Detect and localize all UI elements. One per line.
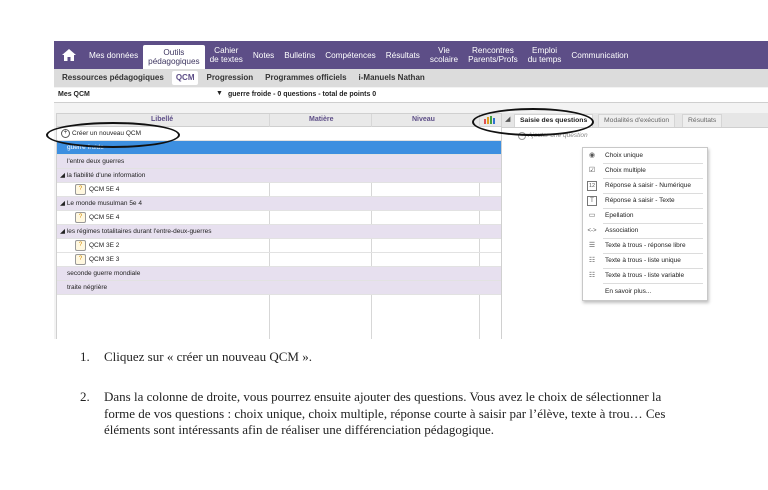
- row-label: QCM 5E 4: [89, 186, 120, 193]
- top-nav: [54, 41, 768, 69]
- dropdown-arrow-icon[interactable]: ▼: [216, 90, 223, 97]
- filter-bar: [54, 88, 768, 103]
- row-label: guerre froide: [67, 144, 104, 151]
- nav-communication[interactable]: Communication: [571, 50, 629, 60]
- cloze-variable-icon: ☷: [588, 272, 596, 279]
- row-label: traite négrière: [67, 284, 108, 291]
- qcm-icon: ?: [75, 240, 86, 251]
- expand-triangle-icon: ◢: [60, 200, 67, 207]
- menu-item-label: Texte à trous - réponse libre: [605, 242, 686, 249]
- home-icon: [61, 48, 77, 62]
- table-row[interactable]: [57, 211, 501, 225]
- col-niveau[interactable]: Niveau: [412, 116, 435, 123]
- checkbox-icon: ☑: [588, 167, 596, 174]
- tab-saisie-questions[interactable]: Saisie des questions: [514, 114, 593, 127]
- spelling-icon: ▭: [588, 212, 596, 219]
- row-label: Le monde musulman 5e 4: [66, 200, 142, 207]
- screenshot: [54, 41, 768, 339]
- sub-nav: [54, 69, 768, 87]
- filter-label: Mes QCM: [58, 91, 90, 98]
- plus-circle-icon: +: [518, 132, 526, 140]
- nav-outils-pedagogiques[interactable]: Outils pédagogiques: [143, 45, 204, 69]
- expand-triangle-icon: ◢: [60, 172, 67, 179]
- tab-modalites[interactable]: Modalités d'exécution: [598, 114, 675, 127]
- cloze-free-icon: ☰: [588, 242, 596, 249]
- menu-item-label: Réponse à saisir - Texte: [605, 197, 675, 204]
- row-label: la fiabilité d'une information: [66, 172, 146, 179]
- table-row[interactable]: [57, 267, 501, 281]
- menu-item-trous-liste-unique[interactable]: [583, 254, 707, 268]
- menu-item-label: Choix multiple: [605, 167, 646, 174]
- subnav-qcm[interactable]: QCM: [172, 71, 199, 85]
- text-field-icon: T: [587, 196, 597, 206]
- plus-circle-icon: +: [61, 129, 70, 138]
- menu-item-choix-unique[interactable]: [583, 149, 707, 163]
- row-label: QCM 3E 3: [89, 256, 120, 263]
- row-label: seconde guerre mondiale: [67, 270, 141, 277]
- nav-rencontres[interactable]: Rencontres Parents/Profs: [468, 46, 518, 64]
- col-matiere[interactable]: Matière: [309, 116, 334, 123]
- menu-item-reponse-numerique[interactable]: [583, 179, 707, 193]
- row-label: QCM 3E 2: [89, 242, 120, 249]
- annotation-oval: [472, 108, 594, 136]
- collapse-triangle-icon[interactable]: ◢: [505, 116, 511, 123]
- qcm-icon: ?: [75, 184, 86, 195]
- nav-resultats[interactable]: Résultats: [385, 50, 420, 60]
- subnav-progression[interactable]: Progression: [206, 73, 254, 82]
- subnav-ressources[interactable]: Ressources pédagogiques: [62, 73, 164, 82]
- table-row[interactable]: [57, 281, 501, 295]
- table-row[interactable]: [57, 239, 501, 253]
- radio-icon: ◉: [588, 152, 596, 159]
- menu-item-en-savoir-plus[interactable]: [583, 285, 707, 299]
- association-icon: <->: [587, 228, 597, 234]
- menu-item-label: Texte à trous - liste unique: [605, 257, 681, 264]
- menu-item-label: Epellation: [605, 212, 634, 219]
- home-button[interactable]: [54, 41, 84, 69]
- menu-item-label: Réponse à saisir - Numérique: [605, 182, 691, 189]
- nav-vie-scolaire[interactable]: Vie scolaire: [429, 46, 459, 64]
- table-row-group[interactable]: [57, 225, 501, 239]
- menu-item-reponse-texte[interactable]: [583, 194, 707, 208]
- qcm-icon: ?: [75, 212, 86, 223]
- instruction-number: 1.: [80, 349, 90, 364]
- table-row-group[interactable]: [57, 197, 501, 211]
- table-row[interactable]: [57, 183, 501, 197]
- row-label: les régimes totalitaires durant l'entre-deux-guerres: [66, 228, 212, 235]
- qcm-icon: ?: [75, 254, 86, 265]
- nav-cahier-de-textes[interactable]: Cahier de textes: [209, 46, 243, 64]
- row-label: QCM 5E 4: [89, 214, 120, 221]
- subnav-imanuels[interactable]: i-Manuels Nathan: [358, 73, 425, 82]
- menu-item-trous-liste-variable[interactable]: [583, 269, 707, 283]
- menu-item-label: En savoir plus...: [605, 288, 652, 295]
- subnav-programmes[interactable]: Programmes officiels: [265, 73, 347, 82]
- tab-resultats[interactable]: Résultats: [682, 114, 722, 127]
- nav-bulletins[interactable]: Bulletins: [284, 50, 316, 60]
- menu-item-choix-multiple[interactable]: [583, 164, 707, 178]
- instruction-text: Cliquez sur « créer un nouveau QCM ».: [104, 349, 312, 364]
- table-row-group[interactable]: [57, 169, 501, 183]
- table-row[interactable]: [57, 253, 501, 267]
- menu-item-label: Choix unique: [605, 152, 643, 159]
- menu-divider: [603, 283, 703, 284]
- numeric-field-icon: 12: [588, 183, 596, 189]
- row-label: l'entre deux guerres: [67, 158, 125, 165]
- nav-mes-donnees[interactable]: Mes données: [89, 50, 139, 60]
- col-libelle[interactable]: Libellé: [151, 116, 174, 123]
- menu-item-label: Association: [605, 227, 639, 234]
- instruction-text: Dans la colonne de droite, vous pourrez ensuite ajouter des questions. Vous avez le choix de sélectionner la forme de vos questions : choix unique, choix multiple, réponse courte à saisir par l’élève, texte à trou… Ces éléments sont intéressants afin de réaliser une différenciation pédagogique.: [104, 389, 666, 437]
- nav-competences[interactable]: Compétences: [325, 50, 376, 60]
- instruction-number: 2.: [80, 389, 90, 404]
- cloze-list-icon: ☷: [588, 257, 596, 264]
- table-row[interactable]: [57, 155, 501, 169]
- menu-item-label: Texte à trous - liste variable: [605, 272, 685, 279]
- menu-item-trous-libre[interactable]: [583, 239, 707, 253]
- nav-notes[interactable]: Notes: [252, 50, 275, 60]
- filter-select[interactable]: guerre froide - 0 questions - total de points 0: [228, 91, 377, 98]
- nav-emploi-du-temps[interactable]: Emploi du temps: [527, 46, 562, 64]
- add-question-label: Ajouter une question: [528, 132, 588, 139]
- menu-item-epellation[interactable]: [583, 209, 707, 223]
- annotation-oval: [46, 122, 180, 148]
- question-type-menu: [582, 147, 708, 301]
- create-qcm-label: Créer un nouveau QCM: [72, 130, 142, 137]
- expand-triangle-icon: ◢: [60, 228, 67, 235]
- menu-item-association[interactable]: [583, 224, 707, 238]
